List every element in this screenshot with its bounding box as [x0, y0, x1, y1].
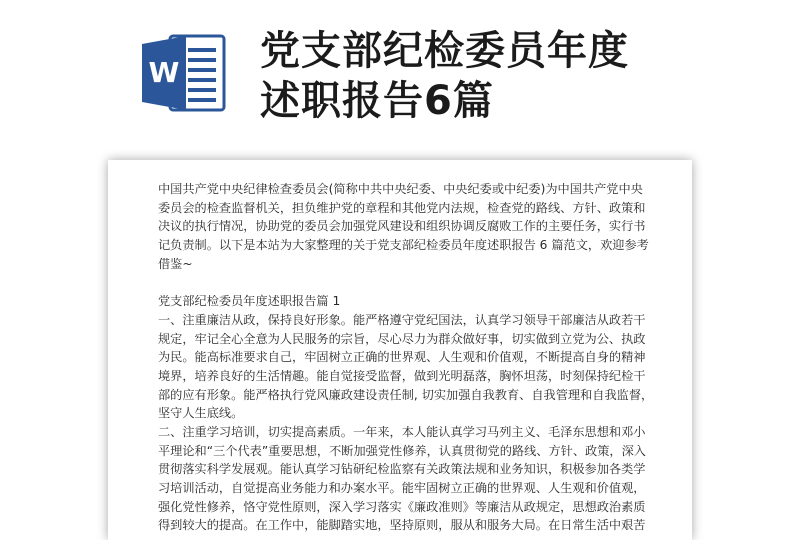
word-icon-letter: W [148, 56, 180, 89]
body-line: 规定，牢记全心全意为人民服务的宗旨，尽心尽力为群众做好事，切实做到立党为公、执政 [158, 331, 646, 346]
intro-line: 中国共产党中央纪律检查委员会(简称中共中央纪委、中央纪委或中纪委)为中国共产党中央 [158, 182, 643, 196]
body-line: 二、注重学习培训，切实提高素质。一年来，本人能认真学习马列主义、毛泽东思想和邓小 [158, 424, 646, 439]
title-line-1: 党支部纪检委员年度 [260, 28, 629, 74]
word-document-icon [138, 30, 228, 116]
body-line: 部的应有形象。能严格执行党风廉政建设责任制, 切实加强自我教育、自我管理和自我监督， [158, 387, 654, 402]
body-line: 境界，培养良好的生活情趣。能自觉接受监督，做到光明磊落，胸怀坦荡，时刻保持纪检干 [158, 368, 646, 383]
body-line: 平理论和“三个代表”重要思想，不断加强党性修养，认真贯彻党的路线、方针、政策，深入 [158, 443, 646, 458]
section-heading: 党支部纪检委员年度述职报告篇 1 [158, 294, 341, 309]
intro-line: 记负责制。以下是本站为大家整理的关于党支部纪检委员年度述职报告 6 篇范文，欢迎参考 [158, 238, 649, 253]
body-line: 坚守人生底线。 [158, 406, 244, 421]
page-title [260, 26, 780, 126]
paragraph-spacer [158, 273, 648, 292]
intro-line: 决议的执行情况，协助党的委员会加强党风建设和组织协调反腐败工作的主要任务，实行书 [158, 219, 646, 234]
document-page [108, 160, 692, 540]
body-line: 强化党性修养，恪守党性原则，深入学习落实《廉政准则》等廉洁从政规定，思想政治素质 [158, 499, 646, 514]
title-line-2: 述职报告6篇 [260, 78, 494, 124]
body-line: 贯彻落实科学发展观。能认真学习钻研纪检监察有关政策法规和业务知识，积极参加各类学 [158, 462, 646, 477]
intro-line: 借鉴~ [158, 256, 193, 271]
body-line: 得到较大的提高。在工作中，能脚踏实地，坚持原则，服从和服务大局。在日常生活中艰苦 [158, 518, 646, 533]
body-line: 为民。能高标准要求自己，牢固树立正确的世界观、人生观和价值观，不断提高自身的精神 [158, 350, 646, 365]
document-body [158, 180, 654, 535]
body-line: 一、注重廉洁从政，保持良好形象。能严格遵守党纪国法，认真学习领导干部廉洁从政若干 [158, 312, 646, 327]
body-line: 习培训活动，自觉提高业务能力和办案水平。能牢固树立正确的世界观、人生观和价值观， [158, 481, 646, 495]
header [0, 0, 800, 165]
intro-line: 委员会的检查监督机关，担负维护党的章程和其他党内法规，检查党的路线、方针、政策和 [158, 200, 646, 215]
